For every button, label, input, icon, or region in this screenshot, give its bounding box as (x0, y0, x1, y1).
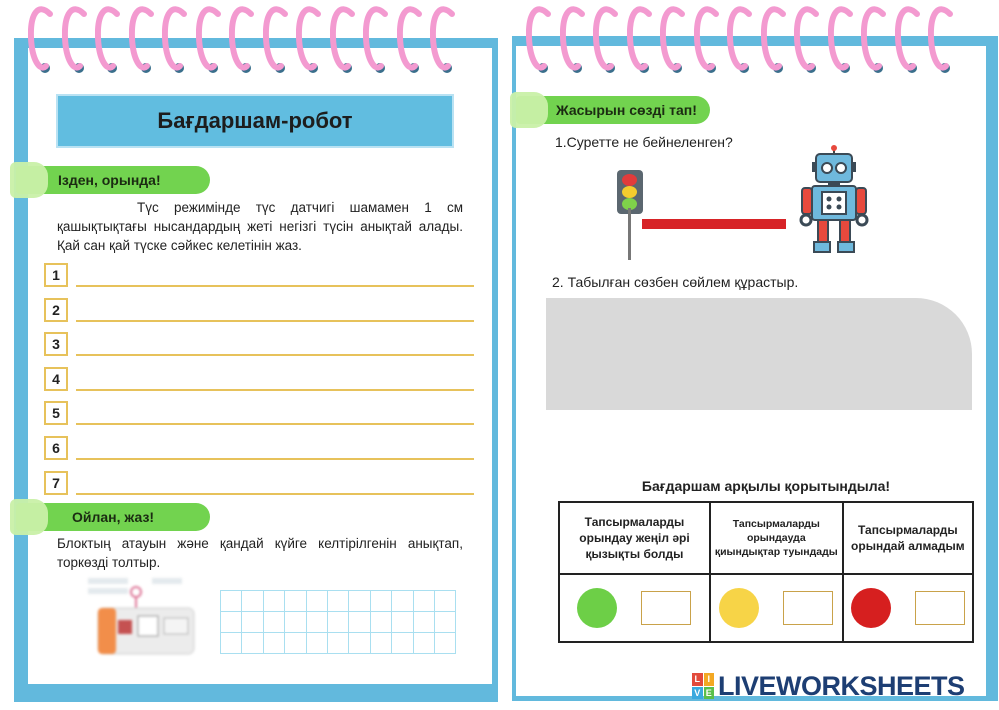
reflection-cell-failed (843, 574, 973, 642)
answer-line-1[interactable] (76, 285, 474, 287)
grid-line (327, 590, 328, 654)
section-label-think-text: Ойлан, жаз! (72, 509, 155, 525)
section-label-search (16, 166, 210, 194)
spiral-ring (263, 4, 289, 74)
reflection-col-failed: Тапсырмаларды орындай алмадым (843, 502, 973, 574)
grid-line (220, 590, 221, 654)
grid-line (241, 590, 242, 654)
answer-line-3[interactable] (76, 354, 474, 356)
spiral-ring (526, 4, 552, 74)
grid-line (220, 653, 456, 654)
answer-line-4[interactable] (76, 389, 474, 391)
answer-grid[interactable] (220, 590, 456, 654)
section1-paragraph (57, 198, 463, 255)
spiral-ring (727, 4, 753, 74)
liveworksheets-logo[interactable] (692, 672, 965, 700)
answer-line-5[interactable] (76, 423, 474, 425)
reflection-cell-easy (559, 574, 710, 642)
reflection-cell-difficult (710, 574, 843, 642)
section1-text: Түс режимінде түс датчигі шамамен 1 см қашықтықтағы нысандардың жеті негізгі түсін анықтай алады. Қай сан қай түске сәйкес келетінін жаз. (57, 200, 463, 253)
number-box-3: 3 (44, 332, 68, 356)
spiral-ring (129, 4, 155, 74)
answer-line-2[interactable] (76, 320, 474, 322)
spiral-ring (895, 4, 921, 74)
number-box-1: 1 (44, 263, 68, 287)
traffic-light-pole (628, 208, 631, 260)
spiral-rings-left (28, 4, 478, 78)
spiral-ring (828, 4, 854, 74)
grid-line (434, 590, 435, 654)
grid-line (370, 590, 371, 654)
grid-line (413, 590, 414, 654)
spiral-ring (397, 4, 423, 74)
spiral-ring (95, 4, 121, 74)
grid-line (220, 611, 456, 612)
red-circle-icon (851, 588, 891, 628)
section-label-search-text: Ізден, орында! (58, 172, 161, 188)
spiral-ring (430, 4, 456, 74)
spiral-ring (593, 4, 619, 74)
ev3-brick-icon (84, 576, 196, 658)
reflection-col-difficult: Тапсырмаларды орындауда қиындықтар туындады (710, 502, 843, 574)
liveworksheets-logo-icon: L I V E (692, 673, 714, 699)
number-box-4: 4 (44, 367, 68, 391)
worksheet-title-box (56, 94, 454, 148)
grid-line (391, 590, 392, 654)
number-box-7: 7 (44, 471, 68, 495)
hidden-word-bar[interactable] (642, 219, 786, 229)
spiral-ring (694, 4, 720, 74)
spiral-ring (162, 4, 188, 74)
reflection-table (558, 501, 974, 643)
grid-line (220, 590, 456, 591)
spiral-ring (794, 4, 820, 74)
spiral-ring (761, 4, 787, 74)
answer-line-7[interactable] (76, 493, 474, 495)
grid-line (455, 590, 456, 654)
grid-line (306, 590, 307, 654)
spiral-ring (196, 4, 222, 74)
section2-text: Блоктың атауын және қандай күйге келтірілгенін анықтап, торкөзді толтыр. (57, 536, 463, 570)
spiral-ring (928, 4, 954, 74)
checkbox-difficult[interactable] (783, 591, 833, 625)
spiral-ring (229, 4, 255, 74)
green-circle-icon (577, 588, 617, 628)
spiral-ring (28, 4, 54, 74)
checkbox-easy[interactable] (641, 591, 691, 625)
spiral-ring (660, 4, 686, 74)
spiral-ring (560, 4, 586, 74)
number-box-5: 5 (44, 401, 68, 425)
grid-line (348, 590, 349, 654)
spiral-ring (62, 4, 88, 74)
spiral-ring (363, 4, 389, 74)
checkbox-failed[interactable] (915, 591, 965, 625)
question-1: 1.Суретте не бейнеленген? (555, 134, 733, 150)
number-box-6: 6 (44, 436, 68, 460)
question-2: 2. Табылған сөзбен сөйлем құрастыр. (552, 274, 799, 290)
answer-line-6[interactable] (76, 458, 474, 460)
robot-icon (798, 144, 870, 256)
reflection-table-title: Бағдаршам арқылы қорытындыла! (641, 478, 891, 494)
spiral-ring (330, 4, 356, 74)
reflection-col-easy: Тапсырмаларды орындау жеңіл әрі қызықты болды (559, 502, 710, 574)
section-label-think (16, 503, 210, 531)
sentence-answer-area[interactable] (546, 298, 972, 410)
section2-paragraph (57, 534, 463, 572)
spiral-ring (296, 4, 322, 74)
spiral-ring (861, 4, 887, 74)
section-label-hidden-word-text: Жасырын сөзді тап! (556, 102, 697, 118)
grid-line (220, 632, 456, 633)
spiral-rings-right (526, 4, 976, 78)
grid-line (284, 590, 285, 654)
worksheet-title: Бағдаршам-робот (157, 108, 353, 133)
spiral-ring (627, 4, 653, 74)
section-label-hidden-word (516, 96, 710, 124)
liveworksheets-brand-text: LIVEWORKSHEETS (718, 670, 965, 701)
yellow-circle-icon (719, 588, 759, 628)
grid-line (263, 590, 264, 654)
number-box-2: 2 (44, 298, 68, 322)
